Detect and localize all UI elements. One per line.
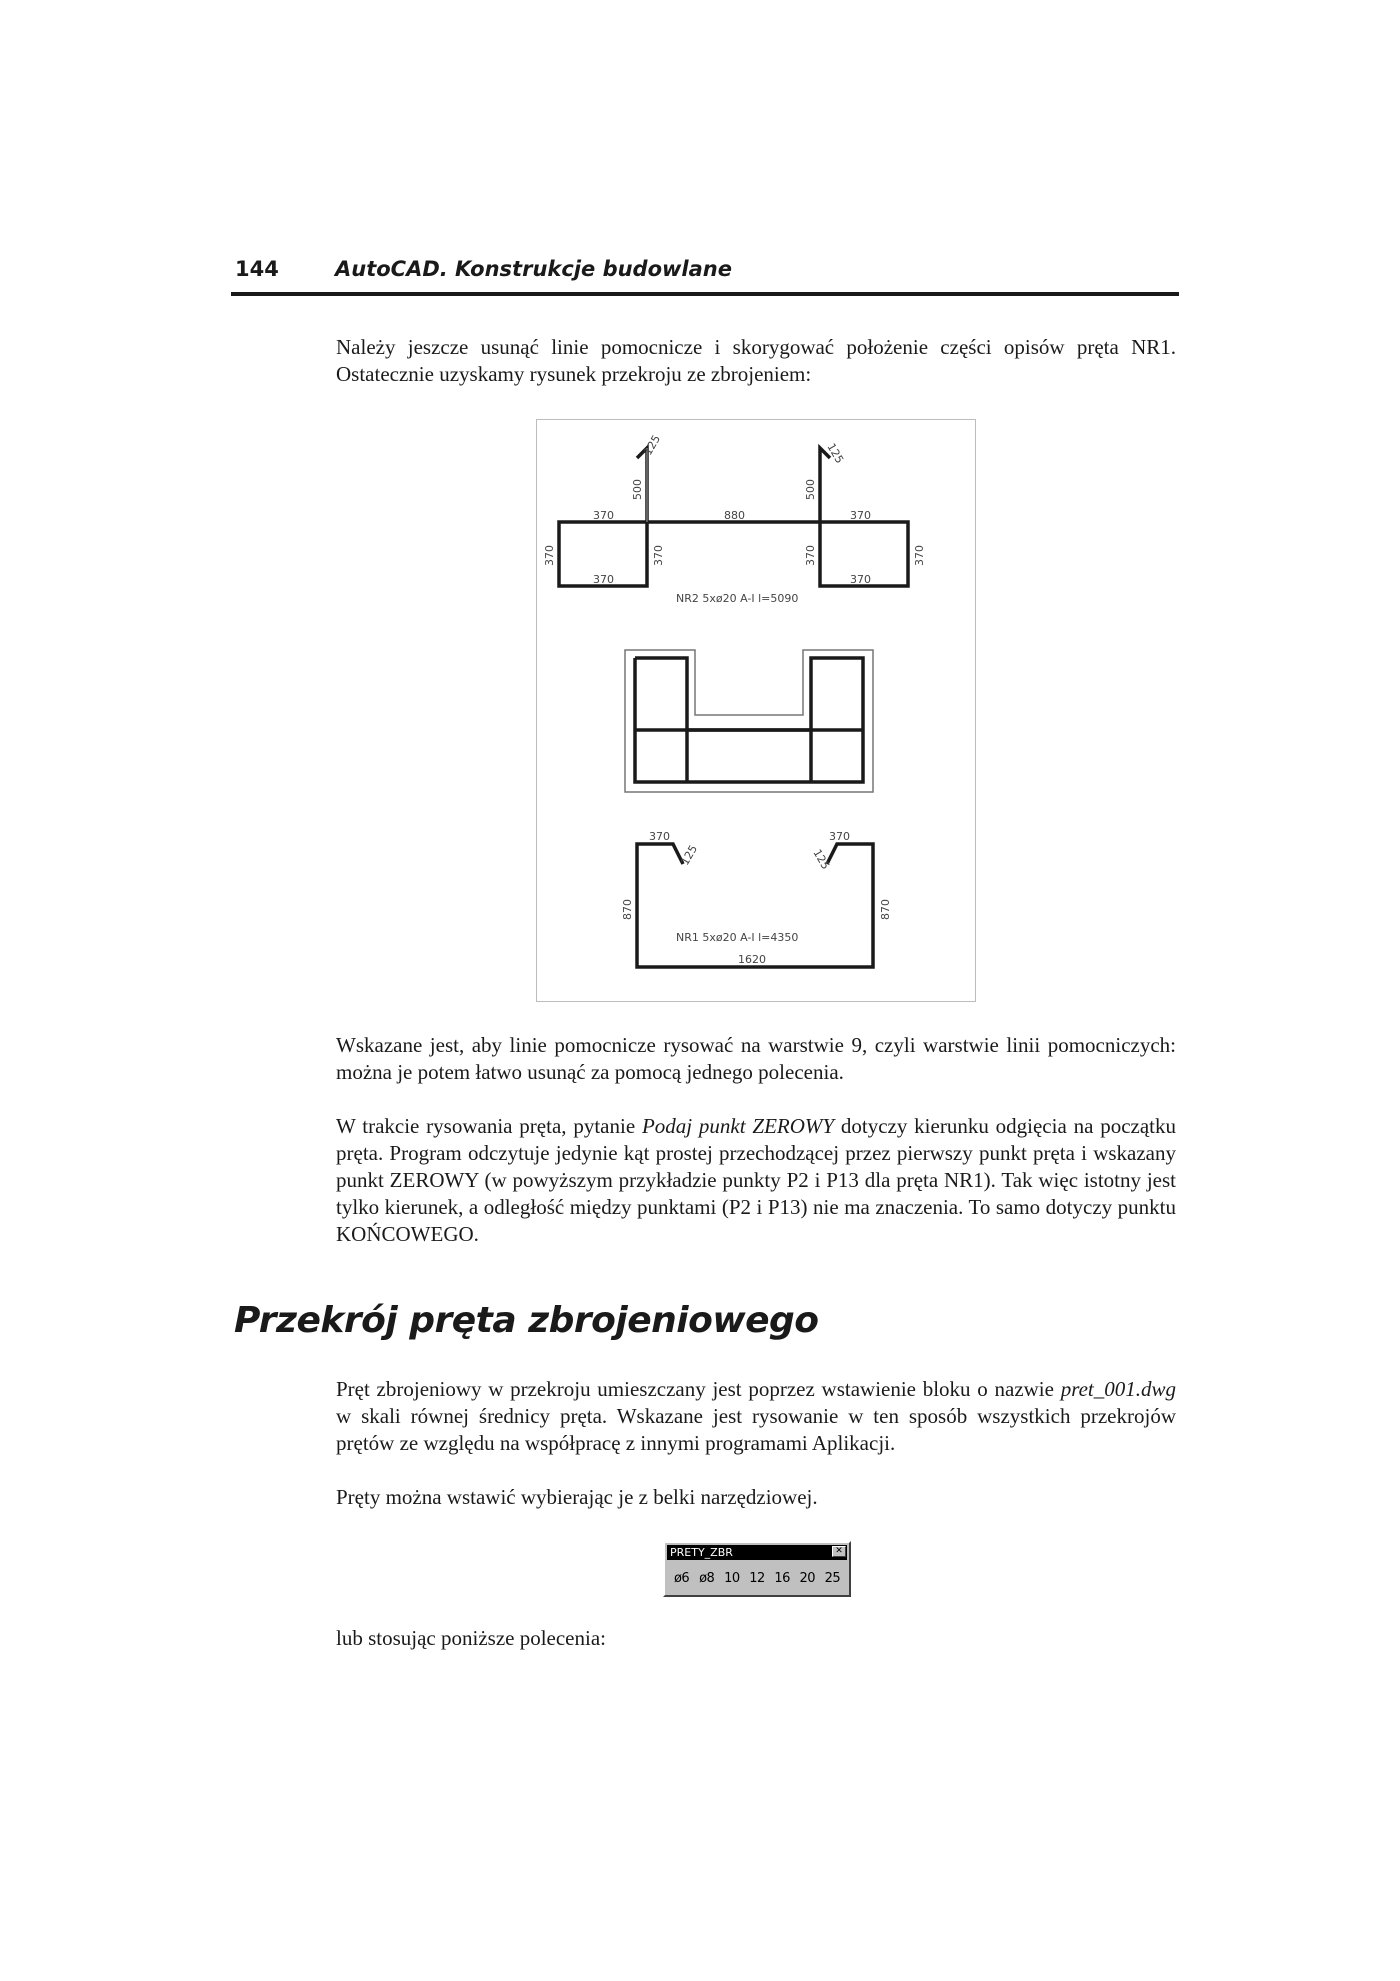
paragraph-toolbar-intro: Pręty można wstawić wybierając je z belki narzędziowej. bbox=[336, 1485, 818, 1509]
p4-text-b: w skali równej średnicy pręta. Wskazane jest rysowanie w ten sposób wszystkich przekrojów prętów ze względu na współpracę z innymi programami Aplikacji. bbox=[336, 1404, 1176, 1455]
nr2-dim-top-left: 370 bbox=[593, 509, 614, 522]
nr1-dim-side-left: 870 bbox=[621, 899, 634, 920]
nr2-dim-top-right: 370 bbox=[850, 509, 871, 522]
page-header bbox=[231, 256, 1179, 296]
nr2-dim-side-left: 370 bbox=[543, 545, 556, 566]
reinforcement-drawing bbox=[536, 419, 976, 1002]
prety-zbr-toolbar[interactable] bbox=[663, 1541, 851, 1597]
nr2-dim-bottom-left: 370 bbox=[593, 573, 614, 586]
nr1-dim-side-right: 870 bbox=[879, 899, 892, 920]
bar-diameter-16-button[interactable]: 16 bbox=[774, 1571, 790, 1586]
paragraph-commands-intro: lub stosując poniższe polecenia: bbox=[336, 1626, 606, 1650]
nr1-dim-bottom: 1620 bbox=[738, 953, 766, 966]
section-bars bbox=[635, 658, 863, 782]
nr1-dim-hook-right: 125 bbox=[810, 847, 833, 872]
bar-diameter-20-button[interactable]: 20 bbox=[799, 1571, 816, 1586]
drawing-canvas bbox=[537, 420, 977, 1003]
p3-emphasis: Podaj punkt ZEROWY bbox=[641, 1114, 835, 1138]
nr1-dim-top-left: 370 bbox=[649, 830, 670, 843]
bar-diameter-6-button[interactable]: ø6 bbox=[673, 1571, 690, 1586]
close-icon[interactable]: ✕ bbox=[832, 1546, 846, 1557]
page-number: 144 bbox=[235, 257, 279, 281]
paragraph-layer-tip: Wskazane jest, aby linie pomocnicze rysować na warstwie 9, czyli warstwie linii pomocniczych: można je potem łatwo usunąć za pomocą jednego polecenia. bbox=[336, 1033, 1176, 1084]
nr1-dim-hook-left: 125 bbox=[678, 842, 701, 868]
bar-diameter-10-button[interactable]: 10 bbox=[724, 1571, 740, 1586]
section-heading: Przekrój pręta zbrojeniowego bbox=[234, 1300, 819, 1341]
bar-diameter-8-button[interactable]: ø8 bbox=[699, 1571, 715, 1586]
nr2-dim-top-mid: 880 bbox=[724, 509, 745, 522]
p4-text-a: Pręt zbrojeniowy w przekroju umieszczany jest poprzez wstawienie bloku o nazwie bbox=[336, 1377, 1061, 1401]
nr2-dim-side-right: 370 bbox=[913, 545, 926, 566]
paragraph-block-insert bbox=[336, 1376, 1176, 1457]
p3-text-a: W trakcie rysowania pręta, pytanie bbox=[336, 1114, 642, 1138]
p4-emphasis: pret_001.dwg bbox=[1060, 1377, 1176, 1401]
paragraph-intro: Należy jeszcze usunąć linie pomocnicze i skorygować położenie części opisów pręta NR1. Ostatecznie uzyskamy rysunek przekroju ze zbrojeniem: bbox=[336, 335, 1176, 386]
bar-diameter-25-button[interactable]: 25 bbox=[824, 1571, 841, 1586]
nr2-dim-inner-right: 370 bbox=[804, 545, 817, 566]
book-title: AutoCAD. Konstrukcje budowlane bbox=[335, 257, 732, 281]
bar-diameter-12-button[interactable]: 12 bbox=[749, 1571, 765, 1586]
nr2-dim-vert-right: 500 bbox=[804, 479, 817, 500]
toolbar-title[interactable]: PRETY_ZBR bbox=[667, 1545, 847, 1560]
nr2-dim-hook-left: 125 bbox=[641, 432, 664, 458]
nr2-dim-inner-left: 370 bbox=[652, 545, 665, 566]
bar-nr1 bbox=[637, 844, 873, 967]
nr2-dim-hook-right: 125 bbox=[824, 441, 847, 466]
toolbar-buttons bbox=[669, 1563, 845, 1593]
paragraph-zero-point bbox=[336, 1113, 1176, 1248]
nr2-label: NR2 5xø20 A-I l=5090 bbox=[676, 592, 799, 605]
nr2-dim-vert-left: 500 bbox=[631, 479, 644, 500]
nr1-label: NR1 5xø20 A-I l=4350 bbox=[676, 931, 799, 944]
p3-text-b: dotyczy kierunku odgięcia na początku pręta. Program odczytuje jedynie kąt prostej przechodzącej przez pierwszy punkt pręta i wskazany punkt ZEROWY (w powyższym przykładzie punkty P2 i P13 dla pręta NR1). Tak więc istotny jest tylko kierunek, a odległość między punktami (P2 i P13) nie ma znaczenia. To samo dotyczy punktu KOŃCOWEGO. bbox=[336, 1114, 1177, 1246]
nr1-dim-top-right: 370 bbox=[829, 830, 850, 843]
nr2-dim-bottom-right: 370 bbox=[850, 573, 871, 586]
cross-section bbox=[625, 650, 873, 792]
